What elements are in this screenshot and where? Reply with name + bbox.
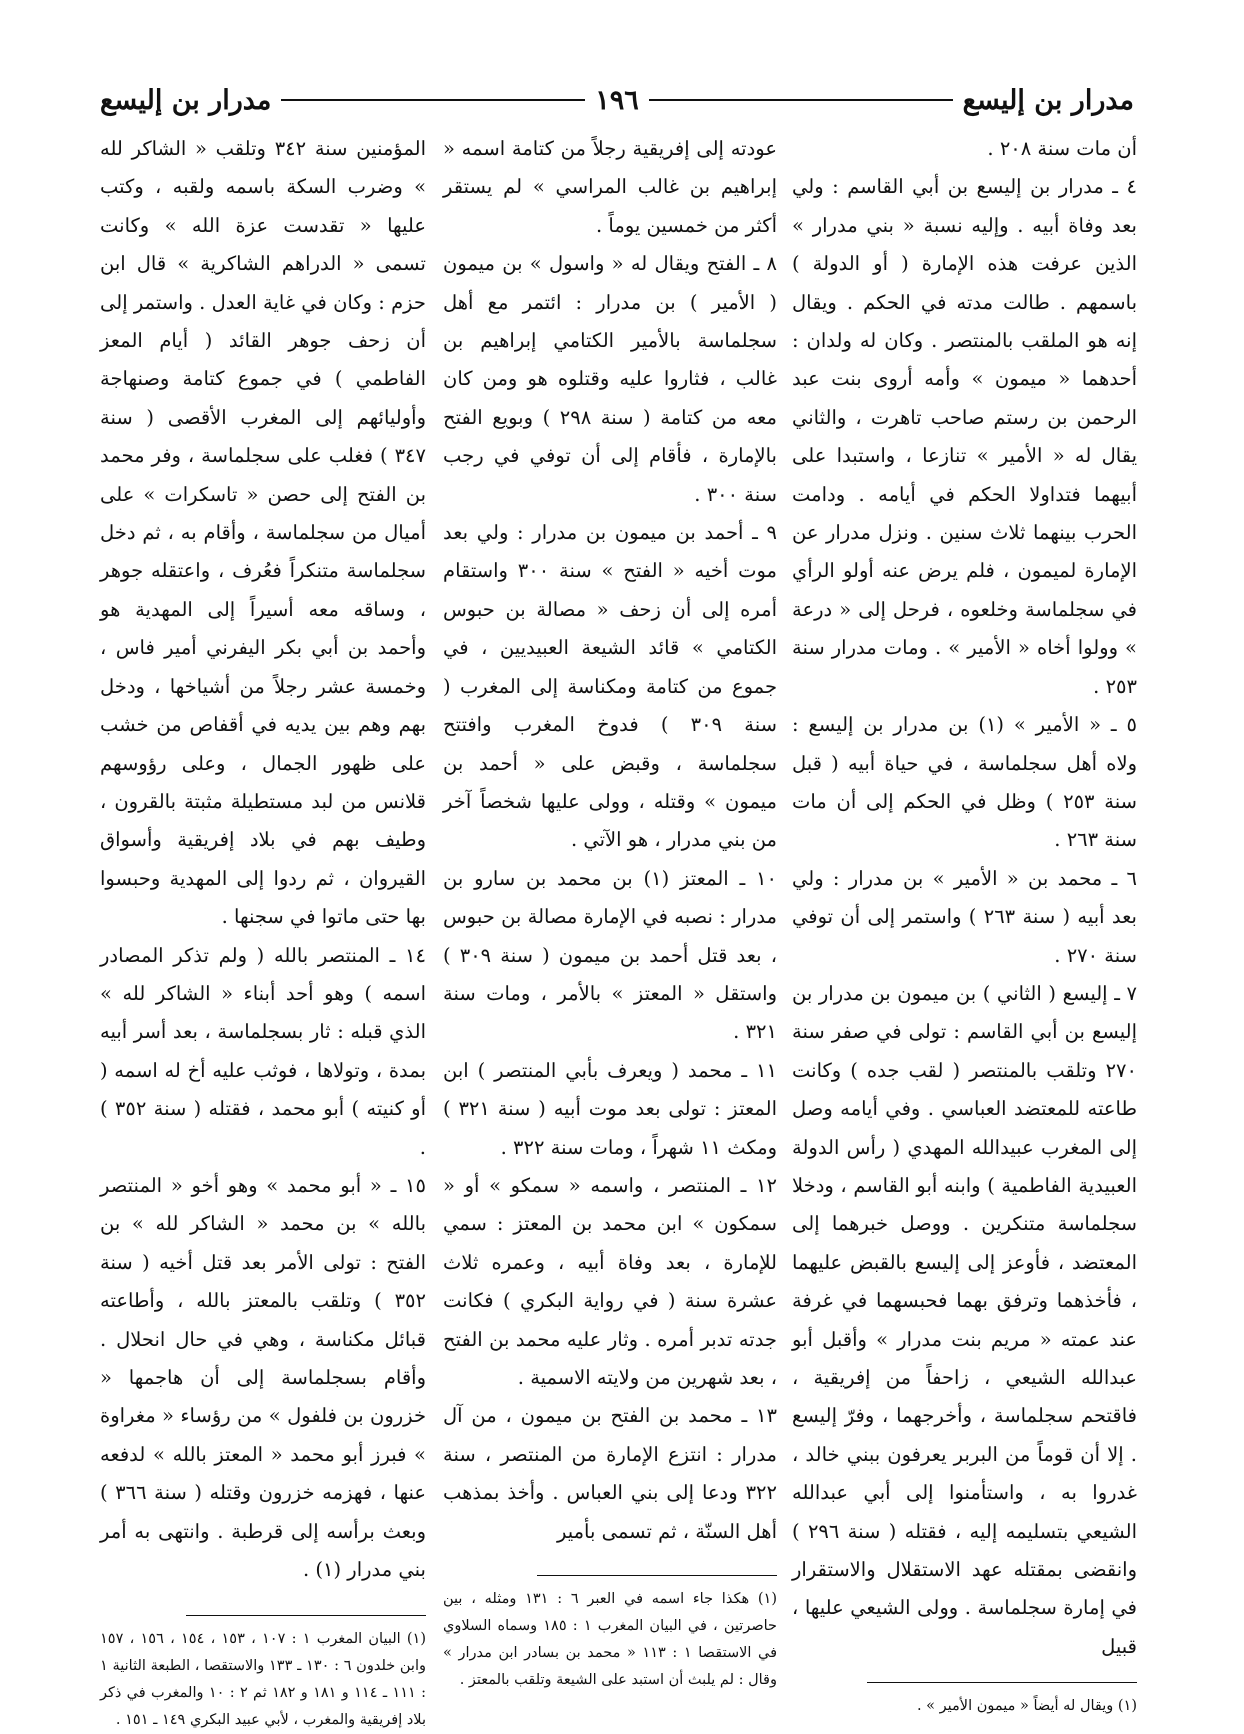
header-rule-right [649,99,953,101]
running-head [100,78,1134,122]
paragraph: ١٠ ـ المعتز (١) بن محمد بن سارو بن مدرار : نصبه في الإمارة مصالة بن حبوس ، بعد قتل أحمد بن ميمون ( سنة ٣٠٩ ) واستقل « المعتز » بالأمر ، ومات سنة ٣٢١ . [443,866,777,1044]
paragraph: ١٢ ـ المنتصر ، واسمه « سمكو » أو « سمكون » ابن محمد بن المعتز : سمي للإمارة ، بعد وفاة أبيه ، وعمره ثلاث عشرة سنة ( في رواية البكري ) فكانت جدته تدبر أمره . وثار عليه محمد بن الفتح ، بعد شهرين من ولايته الاسمية . [443,1173,777,1389]
paragraph: ٤ ـ مدرار بن إليسع بن أبي القاسم : ولي بعد وفاة أبيه . وإليه نسبة « بني مدرار » الذين عرفت هذه الإمارة ( أو الدولة ) باسمهم . طالت مدته في الحكم . ويقال إنه هو الملقب بالمنتصر . وكان له ولدان : أحدهما « ميمون » وأمه أروى بنت عبد الرحمن بن رستم صاحب تاهرت ، والثاني يقال له « الأمير » تنازعا ، واستبدا على أبيهما فتداولا الحكم في أيامه . ودامت الحرب بينهما ثلاث سنين . ونزل مدرار عن الإمارة لميمون ، فلم يرض عنه أولو الرأي في سجلماسة وخلعوه ، فرحل إلى « درعة » وولوا أخاه « الأمير » . ومات مدرار سنة ٢٥٣ . [792,175,1137,698]
paragraph: المؤمنين سنة ٣٤٢ وتلقب « الشاكر لله » وضرب السكة باسمه ولقبه ، وكتب عليها « تقدست عزة الله » وكانت تسمى « الدراهم الشاكرية » قال ابن حزم : وكان في غاية العدل . واستمر إلى أن زحف جوهر القائد ( أيام المعز الفاطمي ) في جموع كتامة وصنهاجة وأوليائهم إلى المغرب الأقصى ( سنة ٣٤٧ ) فغلب على سجلماسة ، وفر محمد بن الفتح إلى حصن « تاسكرات » على أميال من سجلماسة ، وأقام به ، ثم دخل سجلماسة متنكراً فعُرف ، واعتقله جوهر ، وساقه معه أسيراً إلى المهدية هو وأحمد بن أبي بكر اليفرني أمير فاس ، وخمسة عشر رجلاً من أشياخها ، ودخل بهم وهم بين يديه في أقفاص من خشب على ظهور الجمال ، وعلى رؤوسهم قلانس من لبد مستطيلة مثبتة بالقرون ، وطيف بهم في بلاد إفريقية وأسواق القيروان ، ثم ردوا إلى المهدية وحبسوا بها حتى ماتوا في سجنها . [100,137,426,929]
paragraph: ٧ ـ إليسع ( الثاني ) بن ميمون بن مدرار بن إليسع بن أبي القاسم : تولى في صفر سنة ٢٧٠ وتلقب بالمنتصر ( لقب جده ) وكانت طاعته للمعتضد العباسي . وفي أيامه وصل إلى المغرب عبيدالله المهدي ( رأس الدولة العبيدية الفاطمية ) وابنه أبو القاسم ، ودخلا سجلماسة متنكرين . ووصل خبرهما إلى المعتضد ، فأوعز إلى إليسع بالقبض عليهما ، فأخذهما وترفق بهما فحبسهما في غرفة عند عمته « مريم بنت مدرار » وأقبل أبو عبدالله الشيعي ، زاحفاً من إفريقية ، فاقتحم سجلماسة ، وأخرجهما ، وفرّ إليسع . إلا أن قوماً من البربر يعرفون ببني خالد ، غدروا به ، واستأمنوا إلى أبي عبدالله الشيعي بتسليمه إليه ، فقتله ( سنة ٢٩٦ ) وانقضى بمقتله عهد الاستقلال والاستقرار في إمارة سجلماسة . وولى الشيعي عليها ، قبيل [792,981,1137,1658]
running-title-right: مدرار بن إليسع [962,84,1134,116]
footnote: (١) البيان المغرب ١ : ١٠٧ ، ١٥٣ ، ١٥٤ ، ١٥٦ ، ١٥٧ وابن خلدون ٦ : ١٣٠ ـ ١٣٣ والاستقصا ، الطبعة الثانية ١ : ١١١ ـ ١١٤ و ١٨١ و ١٨٢ ثم ٢ : ١٠ والمغرب في ذكر بلاد إفريقية والمغرب ، لأبي عبيد البكري ١٤٩ ـ ١٥١ . [100,1631,427,1729]
footnote: (١) ويقال له أيضاً « ميمون الأمير » . [916,1698,1137,1715]
footnote-rule [537,1575,777,1576]
paragraph: عودته إلى إفريقية رجلاً من كتامة اسمه « إبراهيم بن غالب المراسي » لم يستقر أكثر من خمسين يوماً . [443,137,777,237]
paragraph: ٩ ـ أحمد بن ميمون بن مدرار : ولي بعد موت أخيه « الفتح » سنة ٣٠٠ واستقام أمره إلى أن زحف « مصالة بن حبوس الكتامي » قائد الشيعة العبيديين ، في جموع من كتامة ومكناسة إلى المغرب ( سنة ٣٠٩ ) فدوخ المغرب وافتتح سجلماسة ، وقبض على « أحمد بن ميمون » وقتله ، وولى عليها شخصاً آخر من بني مدرار ، هو الآتي . [443,521,777,852]
footnote-rule [186,1615,426,1616]
paragraph: أن مات سنة ٢٠٨ . [987,137,1137,160]
running-title-left: مدرار بن إليسع [99,84,272,116]
paragraph: ١٤ ـ المنتصر بالله ( ولم تذكر المصادر اسمه ) وهو أحد أبناء « الشاكر لله » الذي قبله : ثار بسجلماسة ، بعد أسر أبيه بمدة ، وتولاها ، فوثب عليه أخ له اسمه ( أو كنيته ) أبو محمد ، فقتله ( سنة ٣٥٢ ) . [100,943,426,1159]
paragraph: ٨ ـ الفتح ويقال له « واسول » بن ميمون ( الأمير ) بن مدرار : ائتمر مع أهل سجلماسة بالأمير الكتامي إبراهيم بن غالب ، فثاروا عليه وقتلوه هو ومن كان معه من كتامة ( سنة ٢٩٨ ) وبويع الفتح بالإمارة ، فأقام إلى أن توفي في رجب سنة ٣٠٠ . [443,252,777,506]
paragraph: ١٥ ـ « أبو محمد » وهو أخو « المنتصر بالله » بن محمد « الشاكر لله » بن الفتح : تولى الأمر بعد قتل أخيه ( سنة ٣٥٢ ) وتلقب بالمعتز بالله ، وأطاعته قبائل مكناسة ، وهي في حال انحلال . وأقام بسجلماسة إلى أن هاجمها « خزرون بن فلفول » من رؤساء « مغراوة » فبرز أبو محمد « المعتز بالله » لدفعه عنها ، فهزمه خزرون وقتله ( سنة ٣٦٦ ) وبعث برأسه إلى قرطبة . وانتهى به أمر بني مدرار (١) . [100,1173,426,1582]
paragraph: ١١ ـ محمد ( ويعرف بأبي المنتصر ) ابن المعتز : تولى بعد موت أبيه ( سنة ٣٢١ ) ومكث ١١ شهراً ، ومات سنة ٣٢٢ . [443,1058,777,1159]
column-right [792,130,1137,1715]
page-number: ١٩٦ [595,84,639,116]
paragraph: ٥ ـ « الأمير » (١) بن مدرار بن إليسع : ولاه أهل سجلماسة ، في حياة أبيه ( قبل سنة ٢٥٣ ) وظل في الحكم إلى أن مات سنة ٢٦٣ . [792,713,1137,852]
column-middle [443,130,778,1689]
column-left [100,130,427,1729]
header-rule-left [281,99,585,101]
paragraph: ٦ ـ محمد بن « الأمير » بن مدرار : ولي بعد أبيه ( سنة ٢٦٣ ) واستمر إلى أن توفي سنة ٢٧٠ . [792,866,1137,967]
paragraph: ١٣ ـ محمد بن الفتح بن ميمون ، من آل مدرار : انتزع الإمارة من المنتصر ، سنة ٣٢٢ ودعا إلى بني العباس . وأخذ بمذهب أهل السنّة ، ثم تسمى بأمير [443,1404,777,1543]
footnote: (١) هكذا جاء اسمه في العبر ٦ : ١٣١ ومثله ، بين حاصرتين ، في البيان المغرب ١ : ١٨٥ وسماه السلاوي في الاستقصا ١ : ١١٣ « محمد بن بسادر ابن مدرار » وقال : لم يلبث أن استبد على الشيعة وتلقب بالمعتز . [443,1591,778,1689]
footnote-rule [867,1682,1137,1683]
